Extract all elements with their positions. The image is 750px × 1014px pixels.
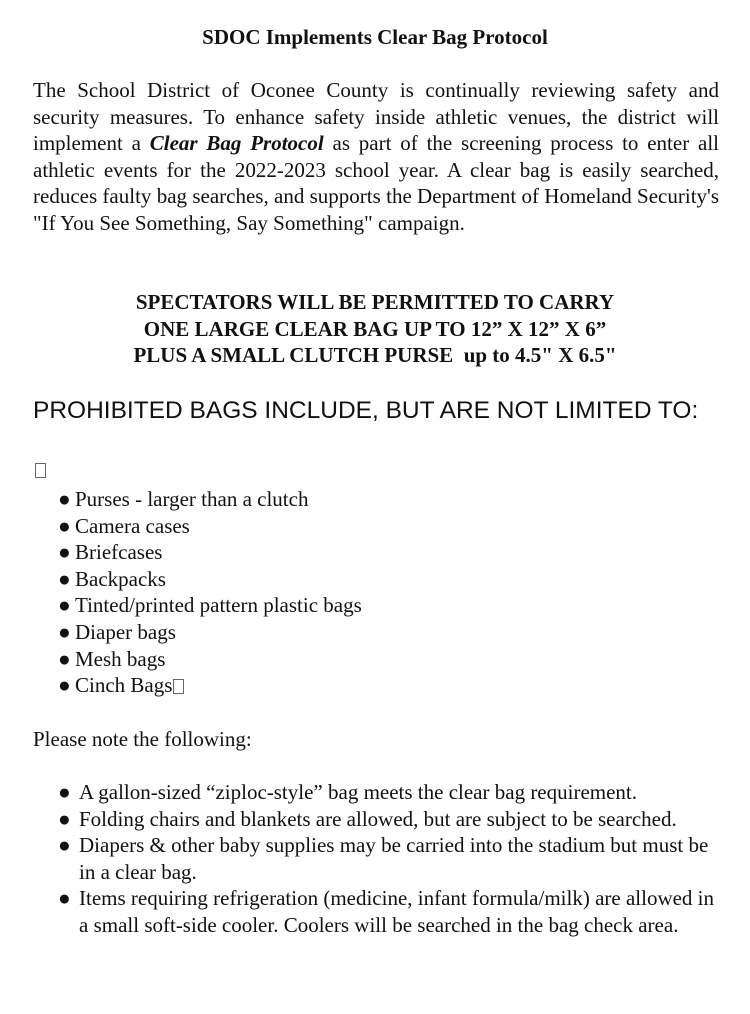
bullet-icon: ●	[58, 806, 71, 831]
list-item	[58, 592, 362, 619]
bullet-icon: ●	[58, 566, 71, 591]
list-item	[58, 779, 718, 806]
list-item	[58, 806, 718, 833]
list-item	[58, 885, 718, 938]
bullet-icon: ●	[58, 886, 71, 911]
list-item-text: A gallon-sized “ziploc-style” bag meets the clear bag requirement.	[79, 780, 638, 804]
note-label: Please note the following:	[33, 727, 252, 751]
clear-bag-protocol-emphasis: Clear Bag Protocol	[149, 131, 324, 156]
list-item-text: Purses - larger than a clutch	[75, 487, 309, 511]
missing-glyph-box-icon	[173, 679, 184, 694]
list-item-text: Items requiring refrigeration (medicine, infant formula/milk) are allowed in a small soft-side cooler. Coolers will be searched in the bag check area.	[79, 886, 715, 937]
list-item-text: Diapers & other baby supplies may be carried into the stadium but must be in a clear bag.	[79, 833, 709, 884]
prohibited-bags-list	[58, 486, 362, 699]
bullet-icon: ●	[58, 540, 71, 565]
intro-text-start: The School District of Oconee County is continually reviewing safety and security measures. To enhance safety inside athletic venues, the district will implement a	[33, 78, 719, 156]
list-item	[58, 832, 718, 885]
missing-glyph-box-icon	[35, 463, 46, 478]
spectator-notice	[0, 289, 750, 369]
notes-list	[58, 779, 718, 939]
list-item	[58, 566, 362, 593]
bullet-icon: ●	[58, 487, 71, 511]
prohibited-bags-heading: PROHIBITED BAGS INCLUDE, BUT ARE NOT LIMITED TO:	[33, 397, 699, 424]
bullet-icon: ●	[58, 780, 71, 804]
list-item	[58, 486, 362, 513]
list-item	[58, 672, 362, 699]
bullet-icon: ●	[58, 646, 71, 671]
list-item-text: Camera cases	[75, 513, 190, 538]
list-item-text: Briefcases	[75, 540, 163, 565]
notice-line-3: PLUS A SMALL CLUTCH PURSE up to 4.5" X 6.5"	[133, 343, 617, 367]
list-item	[58, 513, 362, 540]
bullet-icon: ●	[58, 513, 71, 538]
list-item	[58, 539, 362, 566]
list-item	[58, 646, 362, 673]
bullet-icon: ●	[58, 593, 71, 618]
document-title: SDOC Implements Clear Bag Protocol	[202, 25, 548, 49]
list-item-text: Tinted/printed pattern plastic bags	[75, 593, 362, 618]
notice-line-1: SPECTATORS WILL BE PERMITTED TO CARRY	[135, 290, 615, 314]
bullet-icon: ●	[58, 833, 71, 858]
list-item-text: Diaper bags	[75, 619, 176, 644]
bullet-icon: ●	[58, 673, 71, 698]
list-item	[58, 619, 362, 646]
intro-text-end: as part of the screening process to enter all athletic events for the 2022-2023 school year. A clear bag is easily searched, reduces faulty bag searches, and supports the Department of Homeland Security's "If You See Something, Say Something" campaign.	[33, 131, 719, 235]
bullet-icon: ●	[58, 619, 71, 644]
notice-line-2: ONE LARGE CLEAR BAG UP TO 12” X 12” X 6”	[143, 316, 607, 341]
list-item-text: Cinch Bags	[75, 673, 173, 698]
list-item-text: Folding chairs and blankets are allowed, but are subject to be searched.	[79, 806, 677, 831]
list-item-text: Mesh bags	[75, 646, 166, 671]
list-item-text: Backpacks	[75, 566, 166, 591]
intro-paragraph	[33, 77, 719, 237]
